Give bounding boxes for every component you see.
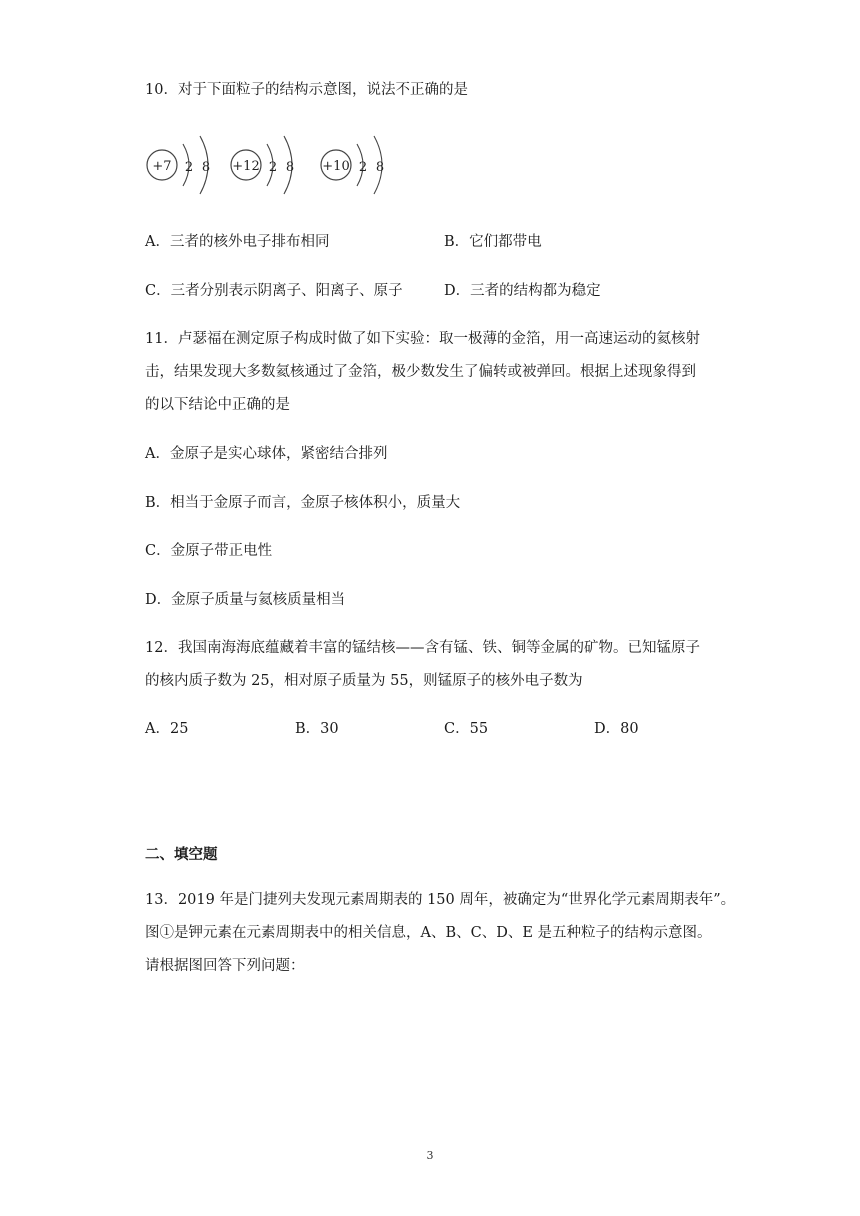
nucleus-charge-1: +7 [152,159,172,174]
q12-option-d[interactable]: D．80 [594,721,639,737]
q10-structure-diagrams [140,124,400,204]
q13-stem-line-1: 13．2019 年是门捷列夫发现元素周期表的 150 周年，被确定为“世界化学元素周期表年”。 [145,892,736,908]
shell1-electrons-2: 2 [268,160,278,175]
particle-diagram-2 [231,136,294,194]
shell2-electrons-2: 8 [285,160,295,175]
q12-stem-line-1: 12．我国南海海底蕴藏着丰富的锰结核——含有锰、铁、铜等金属的矿物。已知锰原子 [145,640,700,656]
q12-stem-line-2: 的核内质子数为 25，相对原子质量为 55，则锰原子的核外电子数为 [145,673,583,689]
q11-stem-line-2: 击，结果发现大多数氦核通过了金箔，极少数发生了偏转或被弹回。根据上述现象得到 [145,364,696,380]
shell2-electrons-1: 8 [201,160,211,175]
particle-diagram-1 [147,136,210,194]
q12-option-a[interactable]: A．25 [145,721,189,737]
q10-option-a[interactable]: A．三者的核外电子排布相同 [145,234,330,250]
shell2-electrons-3: 8 [375,160,385,175]
section-title-fill-in: 二、填空题 [145,847,218,863]
q11-option-a[interactable]: A．金原子是实心球体，紧密结合排列 [145,446,388,462]
q10-stem: 10．对于下面粒子的结构示意图，说法不正确的是 [145,82,468,98]
q10-option-c[interactable]: C．三者分别表示阴离子、阳离子、原子 [145,283,403,299]
q12-option-c[interactable]: C．55 [444,721,489,737]
q10-option-d[interactable]: D．三者的结构都为稳定 [444,283,601,299]
nucleus-charge-2: +12 [232,159,260,174]
particle-diagram-3 [321,136,384,194]
q10-option-b[interactable]: B．它们都带电 [444,234,542,250]
nucleus-charge-3: +10 [322,159,350,174]
q12-option-b[interactable]: B．30 [295,721,339,737]
q11-option-b[interactable]: B．相当于金原子而言，金原子核体积小，质量大 [145,495,461,511]
q13-stem-line-3: 请根据图回答下列问题： [145,958,305,974]
shell1-electrons-3: 2 [358,160,368,175]
q11-stem-line-1: 11．卢瑟福在测定原子构成时做了如下实验：取一极薄的金箔，用一高速运动的氦核射 [145,331,700,347]
q11-option-c[interactable]: C．金原子带正电性 [145,543,273,559]
q13-stem-line-2: 图①是钾元素在元素周期表中的相关信息，A、B、C、D、E 是五种粒子的结构示意图。 [145,925,712,941]
shell1-electrons-1: 2 [184,160,194,175]
page-number: 3 [426,1149,434,1162]
q11-option-d[interactable]: D．金原子质量与氦核质量相当 [145,592,346,608]
q11-stem-line-3: 的以下结论中正确的是 [145,397,290,413]
